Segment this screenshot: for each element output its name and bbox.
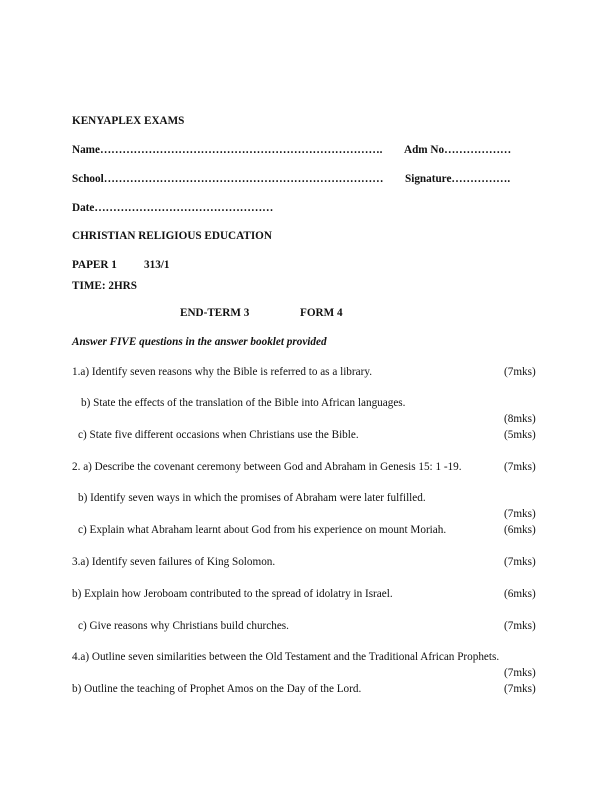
exam-form: FORM 4: [300, 307, 343, 319]
question-1c: c) State five different occasions when Christians use the Bible.: [78, 429, 359, 441]
instructions: Answer FIVE questions in the answer booklet provided: [72, 336, 327, 348]
signature-field: Signature…………….: [405, 173, 511, 185]
exam-term: END-TERM 3: [180, 307, 250, 319]
question-2c-marks: (6mks): [504, 524, 536, 536]
question-3c: c) Give reasons why Christians build churches.: [78, 620, 289, 632]
paper-code: 313/1: [144, 259, 170, 271]
question-1b: b) State the effects of the translation of the Bible into African languages.: [81, 397, 406, 409]
question-1b-marks: (8mks): [504, 413, 536, 425]
question-2b: b) Identify seven ways in which the promises of Abraham were later fulfilled.: [78, 492, 426, 504]
question-4a-marks: (7mks): [504, 667, 536, 679]
question-2b-marks: (7mks): [504, 508, 536, 520]
question-3b-marks: (6mks): [504, 588, 536, 600]
date-field: Date…………………………………………: [72, 202, 274, 214]
adm-no-field: Adm No………………: [404, 144, 512, 156]
question-1c-marks: (5mks): [504, 429, 536, 441]
question-3a: 3.a) Identify seven failures of King Solomon.: [72, 556, 276, 568]
school-field: School…………………………………………………………………: [72, 173, 384, 185]
question-1a: 1.a) Identify seven reasons why the Bible is referred to as a library.: [72, 366, 372, 378]
subject-title: CHRISTIAN RELIGIOUS EDUCATION: [72, 230, 272, 242]
question-3c-marks: (7mks): [504, 620, 536, 632]
question-4b: b) Outline the teaching of Prophet Amos on the Day of the Lord.: [72, 683, 362, 695]
paper-number: PAPER 1: [72, 259, 117, 271]
question-4a: 4.a) Outline seven similarities between the Old Testament and the Traditional African Prophets.: [72, 651, 500, 663]
question-4b-marks: (7mks): [504, 683, 536, 695]
question-3a-marks: (7mks): [504, 556, 536, 568]
name-field: Name………………………………………………………………….: [72, 144, 383, 156]
institution-name: KENYAPLEX EXAMS: [72, 115, 185, 127]
question-2a: 2. a) Describe the covenant ceremony between God and Abraham in Genesis 15: 1 -19.: [72, 461, 462, 473]
question-2a-marks: (7mks): [504, 461, 536, 473]
question-2c: c) Explain what Abraham learnt about God from his experience on mount Moriah.: [78, 524, 447, 536]
exam-duration: TIME: 2HRS: [72, 280, 137, 292]
question-3b: b) Explain how Jeroboam contributed to the spread of idolatry in Israel.: [72, 588, 393, 600]
question-1a-marks: (7mks): [504, 366, 536, 378]
